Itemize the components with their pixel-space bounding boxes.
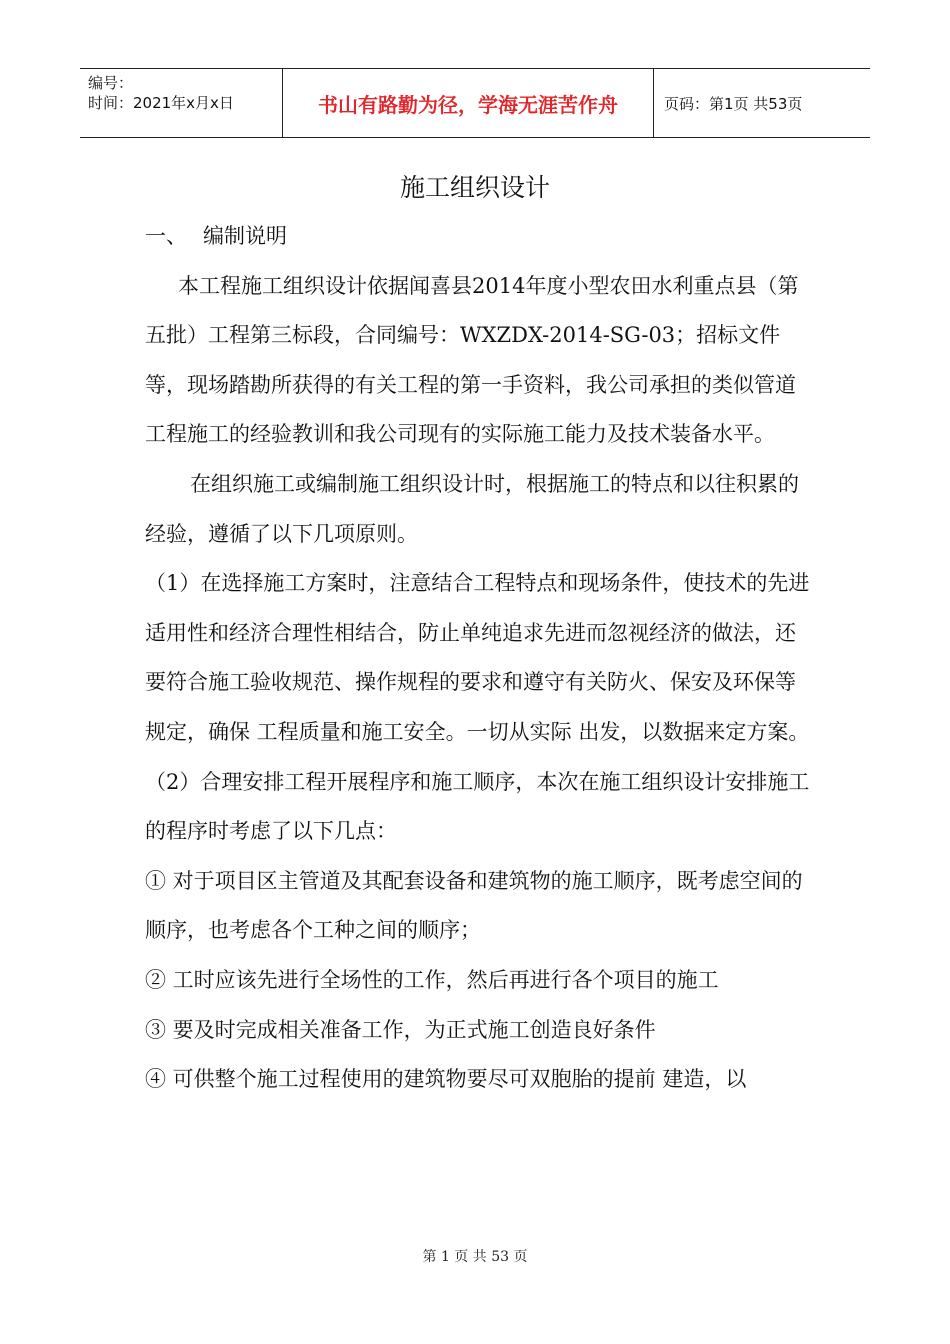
number-label: 编号： [88, 74, 134, 92]
header-page-info: 页码：第1页 共53页 [664, 94, 803, 113]
principle-item: （2）合理安排工程开展程序和施工顺序，本次在施工组织设计安排施工的程序时考虑了以下几点： [145, 769, 810, 844]
header-meta [80, 69, 282, 137]
page-header [80, 68, 870, 138]
document-body [145, 212, 815, 1105]
paragraph: 本工程施工组织设计依据闻喜县2014年度小型农田水利重点县（第五批）工程第三标段，合同编号：WXZDX-2014-SG-03；招标文件等，现场踏勘所获得的有关工程的第一手资料，我公司承担的类似管道工程施工的经验教训和我公司现有的实际施工能力及技术装备水平。 [145, 273, 799, 447]
date-label: 时间：2021年x月x日 [88, 94, 234, 112]
header-motto: 书山有路勤为径，学海无涯苦作舟 [282, 69, 654, 137]
list-item: ③ 要及时完成相关准备工作，为正式施工创造良好条件 [145, 1017, 656, 1042]
paragraph: 在组织施工或编制施工组织设计时，根据施工的特点和以往积累的经验，遵循了以下几项原则。 [145, 471, 799, 546]
list-item: ④ 可供整个施工过程使用的建筑物要尽可双胞胎的提前 建造，以 [145, 1067, 747, 1092]
document-title: 施工组织设计 [399, 173, 550, 202]
list-item: ① 对于项目区主管道及其配套设备和建筑物的施工顺序，既考虑空间的顺序，也考虑各个工种之间的顺序； [145, 868, 803, 943]
section-number: 一、 [145, 224, 187, 248]
section-title: 编制说明 [203, 224, 287, 248]
principle-item: （1）在选择施工方案时，注意结合工程特点和现场条件，使技术的先进适用性和经济合理性相结合，防止单纯追求先进而忽视经济的做法，还要符合施工验收规范、操作规程的要求和遵守有关防火、保安及环保等规定，确保 工程质量和施工安全。一切从实际 出发，以数据来定方案。 [145, 571, 810, 744]
section-heading [145, 212, 815, 262]
page-footer: 第 1 页 共 53 页 [422, 1249, 528, 1265]
list-item: ② 工时应该先进行全场性的工作，然后再进行各个项目的施工 [145, 967, 719, 992]
